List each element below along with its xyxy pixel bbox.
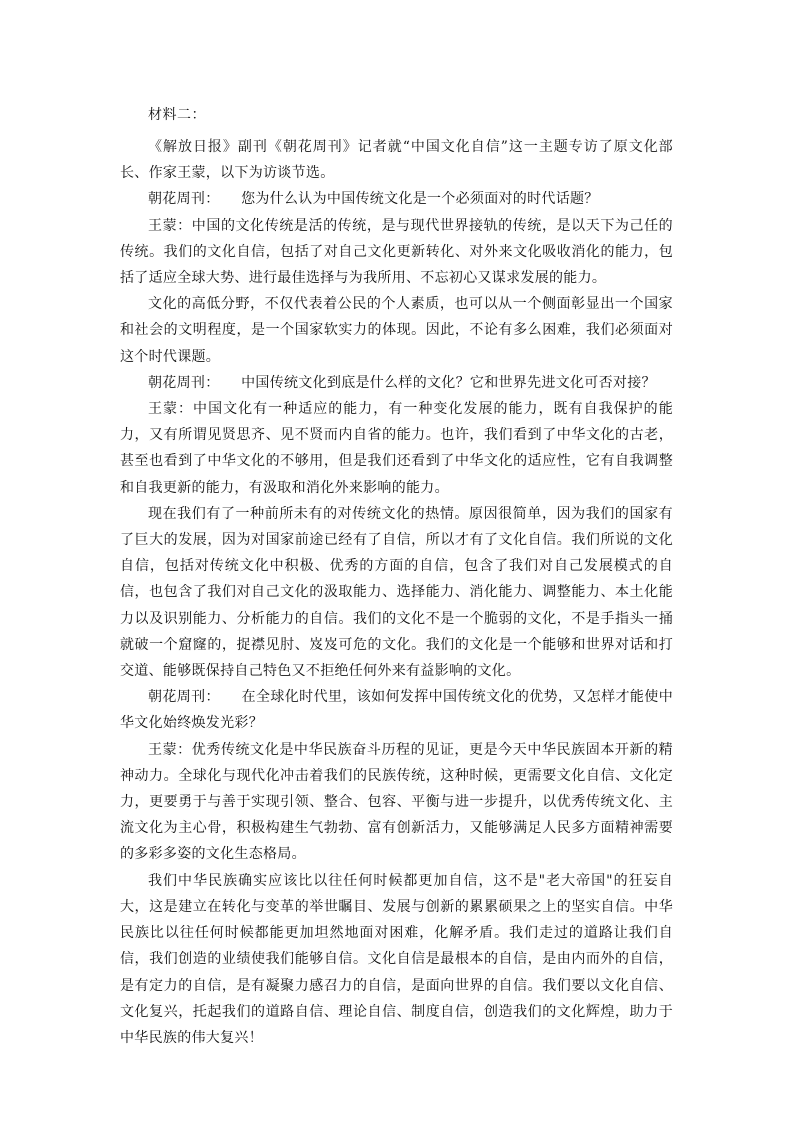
section-heading: 材料二： [148, 107, 206, 123]
answer-paragraph-3: 王蒙：中国文化有一种适应的能力，有一种变化发展的能力，既有自我保护的能力，又有所谓见贤思齐、见不贤而内自省的能力。也许，我们看到了中华文化的古老，甚至也看到了中华文化的不够用，但是我们还看到了中华文化的适应性，它有自我调整和自我更新的能力，有汲取和消化外来影响的能力。 [120, 401, 673, 496]
answer-paragraph-5: 王蒙：优秀传统文化是中华民族奋斗历程的见证，更是今天中华民族固本开新的精神动力。全球化与现代化冲击着我们的民族传统，这种时候，更需要文化自信、文化定力，更要勇于与善于实现引领、整合、包容、平衡与进一步提升，以优秀传统文化、主流文化为主心骨，积极构建生气勃勃、富有创新活力，又能够满足人民多方面精神需要的多彩多姿的文化生态格局。 [120, 741, 673, 863]
answer-paragraph-4: 现在我们有了一种前所未有的对传统文化的热情。原因很简单，因为我们的国家有了巨大的发展，因为对国家前途已经有了自信，所以才有了文化自信。我们所说的文化自信，包括对传统文化中积极、优秀的方面的自信，包含了我们对自己发展模式的自信，也包含了我们对自己文化的汲取能力、选择能力、消化能力、调整能力、本土化能力以及识别能力、分析能力的自信。我们的文化不是一个脆弱的文化，不是手指头一捅就破一个窟窿的，捉襟见肘、岌岌可危的文化。我们的文化是一个能够和世界对话和打交道、能够既保持自己特色又不拒绝任何外来有益影响的文化。 [120, 505, 673, 680]
intro-paragraph: 《解放日报》副刊《朝花周刊》记者就“中国文化自信”这一主题专访了原文化部长、作家王蒙，以下为访谈节选。 [120, 139, 673, 182]
answer-paragraph-6: 我们中华民族确实应该比以往任何时候都更加自信，这不是"老大帝国"的狂妄自大，这是建立在转化与变革的举世瞩目、发展与创新的累累硕果之上的坚实自信。中华民族比以往任何时候都能更加坦然地面对困难，化解矛盾。我们走过的道路让我们自信，我们创造的业绩使我们能够自信。文化自信是最根本的自信，是由内而外的自信，是有定力的自信，是有凝聚力感召力的自信，是面向世界的自信。我们要以文化自信、文化复兴，托起我们的道路自信、理论自信、制度自信，创造我们的文化辉煌，助力于中华民族的伟大复兴！ [120, 872, 673, 1046]
interview-question-3: 朝花周刊： 在全球化时代里，该如何发挥中国传统文化的优势，又怎样才能使中华文化始终焕发光彩？ [120, 689, 673, 732]
document-page [120, 102, 673, 1051]
interview-question-1: 朝花周刊： 您为什么认为中国传统文化是一个必须面对的时代话题？ [148, 191, 599, 208]
answer-paragraph-1: 王蒙：中国的文化传统是活的传统，是与现代世界接轨的传统，是以天下为己任的传统。我们的文化自信，包括了对自己文化更新转化、对外来文化吸收消化的能力，包括了适应全球大势、进行最佳选择与为我所用、不忘初心又谋求发展的能力。 [120, 217, 673, 287]
answer-paragraph-2: 文化的高低分野，不仅代表着公民的个人素质，也可以从一个侧面彰显出一个国家和社会的文明程度，是一个国家软实力的体现。因此，不论有多么困难，我们必须面对这个时代课题。 [120, 296, 673, 365]
interview-question-2: 朝花周刊： 中国传统文化到底是什么样的文化？它和世界先进文化可否对接？ [148, 374, 656, 391]
